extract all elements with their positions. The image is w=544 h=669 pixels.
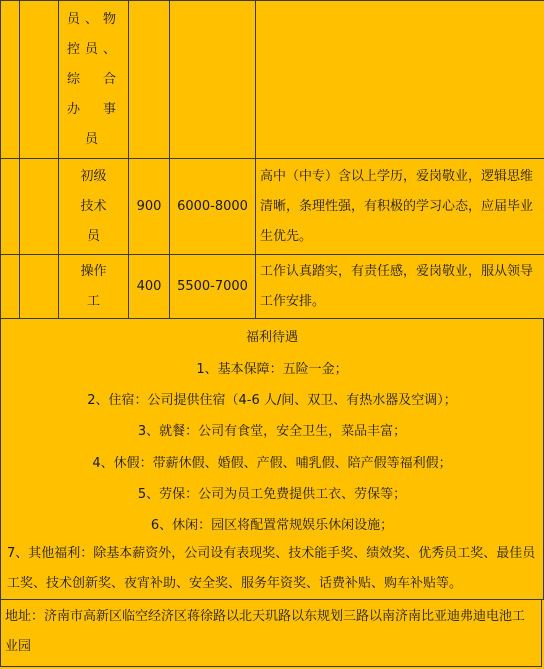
welfare-item: 2、住宿：公司提供住宿（4-6 人/间、双卫、有热水器及空调）； <box>87 393 457 408</box>
requirement-cell <box>256 1 544 159</box>
position-line: 工 <box>86 293 100 309</box>
welfare-title: 福利待遇 <box>245 330 298 345</box>
welfare-section <box>0 318 544 600</box>
position-cell <box>59 159 129 255</box>
blank-cell <box>1 1 20 159</box>
requirement-cell: 工作认真踏实，有责任感，爱岗敬业，服从领导工作安排。 <box>256 255 544 319</box>
table-row <box>1 1 544 159</box>
welfare-item: 3、就餐：公司有食堂，安全卫生，菜品丰富； <box>137 424 407 439</box>
blank-cell <box>1 159 20 255</box>
blank-cell <box>20 255 59 319</box>
position-line: 员 <box>86 228 100 244</box>
position-line: 综 合 <box>67 71 116 87</box>
position-line: 操作 <box>80 263 107 279</box>
table-row <box>1 159 544 255</box>
jobs-table <box>0 0 544 319</box>
welfare-item: 4、休假：带薪休假、婚假、产假、哺乳假、陪产假等福利假； <box>92 456 452 471</box>
address-line: 地址：济南市高新区临空经济区蒋徐路以北天玑路以东规划三路以南济南比亚迪弗迪电池工业园 <box>0 599 542 667</box>
salary-cell: 6000-8000 <box>170 159 256 255</box>
position-line: 技术 <box>80 198 107 214</box>
welfare-item: 1、基本保障：五险一金； <box>196 362 348 377</box>
count-cell <box>129 1 170 159</box>
position-line: 初级 <box>80 168 107 184</box>
salary-cell <box>170 1 256 159</box>
table-row <box>1 255 544 319</box>
requirement-cell: 高中（中专）含以上学历，爱岗敬业，逻辑思维清晰，条理性强，有积极的学习心态，应届毕业生优先。 <box>256 159 544 255</box>
welfare-item: 7、其他福利：除基本薪资外，公司设有表现奖、技术能手奖、绩效奖、优秀员工奖、最佳员工奖、技术创新奖、夜宵补助、安全奖、服务年资奖、话费补贴、购车补贴等。 <box>7 546 536 591</box>
salary-cell: 5500-7000 <box>170 255 256 319</box>
position-cell <box>59 255 129 319</box>
position-line: 控员、 <box>67 41 116 57</box>
position-line: 员 <box>84 131 98 147</box>
position-line: 员、物 <box>67 11 116 27</box>
welfare-item: 6、休闲：园区将配置常规娱乐休闲设施； <box>150 518 394 533</box>
blank-cell <box>1 255 20 319</box>
welfare-item: 5、劳保：公司为员工免费提供工衣、劳保等； <box>137 487 407 502</box>
count-cell: 400 <box>129 255 170 319</box>
position-line: 办 事 <box>67 101 116 117</box>
blank-cell <box>20 1 59 159</box>
blank-cell <box>20 159 59 255</box>
position-cell <box>59 1 129 159</box>
count-cell: 900 <box>129 159 170 255</box>
